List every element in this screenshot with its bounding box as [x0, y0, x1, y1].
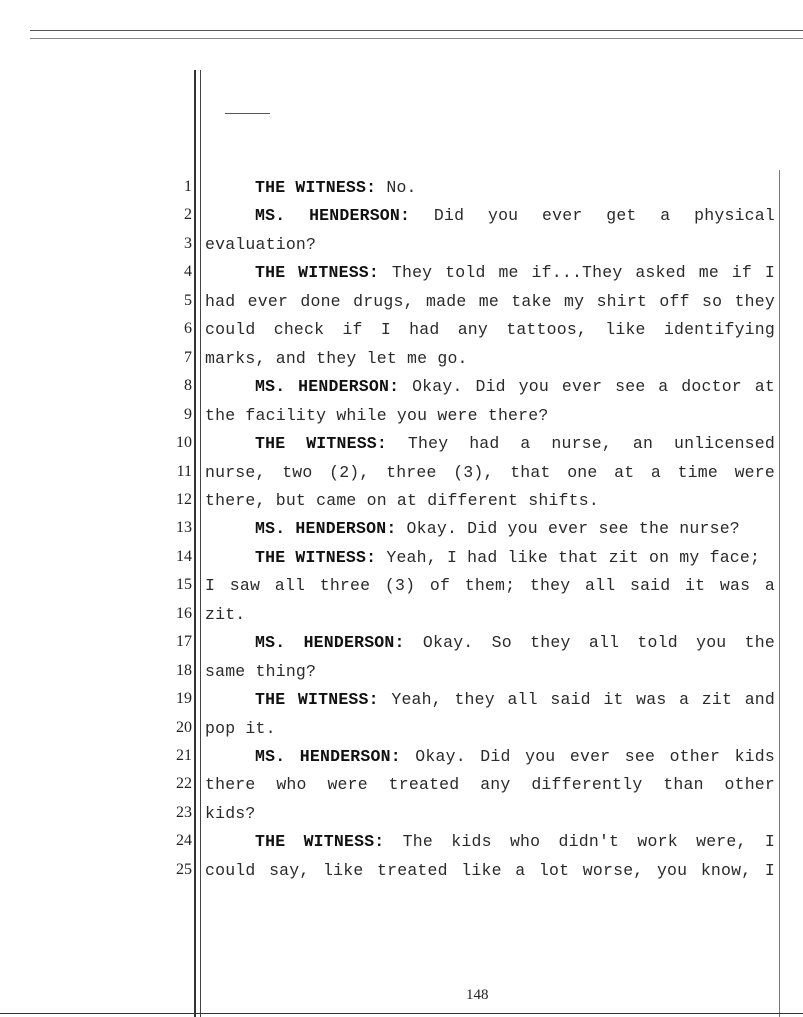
header-rule — [30, 30, 803, 31]
line-text — [205, 832, 775, 851]
line-text — [205, 406, 775, 425]
line-text — [205, 235, 775, 254]
transcript-line — [0, 292, 803, 320]
spoken-text: Okay. Did you ever see the nurse? — [396, 519, 740, 539]
line-text — [205, 377, 775, 396]
line-text — [205, 719, 775, 738]
speaker-label: MS. HENDERSON: — [255, 747, 401, 766]
transcript-line — [0, 719, 803, 747]
spoken-text: there, but came on at different shifts. — [205, 490, 599, 510]
speaker-label: MS. HENDERSON: — [255, 206, 411, 226]
transcript-line — [0, 377, 803, 405]
line-number: 10 — [176, 434, 192, 452]
line-number: 7 — [184, 348, 192, 366]
page-number: 148 — [466, 987, 489, 1003]
spoken-text: zit. — [205, 604, 246, 624]
line-text — [205, 434, 775, 453]
spoken-text: They told me if...They asked me if I — [379, 263, 775, 283]
spoken-text: same thing? — [205, 661, 317, 681]
transcript-line — [0, 519, 803, 547]
transcript-line — [0, 605, 803, 633]
transcript-line — [0, 690, 803, 718]
line-number: 20 — [176, 718, 192, 736]
line-text — [205, 662, 775, 681]
spoken-text: marks, and they let me go. — [205, 348, 468, 368]
line-text — [205, 292, 775, 311]
line-text — [205, 861, 775, 880]
spoken-text: pop it. — [205, 718, 276, 738]
line-number: 2 — [184, 206, 192, 224]
line-text — [205, 605, 775, 624]
spoken-text: I saw all three (3) of them; they all said it was a — [205, 576, 775, 596]
spoken-text: kids? — [205, 803, 256, 823]
line-text — [205, 519, 775, 538]
spoken-text: could say, like treated like a lot worse, you know, I — [205, 860, 775, 880]
speaker-label: THE WITNESS: — [255, 434, 388, 454]
line-number: 24 — [176, 832, 192, 850]
line-number: 3 — [184, 234, 192, 252]
line-number: 6 — [184, 320, 192, 338]
line-text — [205, 576, 775, 595]
line-number: 5 — [184, 291, 192, 309]
speaker-label: THE WITNESS: — [255, 832, 385, 852]
spoken-text: No. — [376, 178, 417, 197]
line-number: 9 — [184, 405, 192, 423]
line-text — [205, 349, 775, 368]
line-number: 19 — [176, 690, 192, 708]
spoken-text: The kids who didn't work were, I — [384, 832, 775, 852]
speaker-label: MS. HENDERSON: — [255, 377, 400, 397]
spoken-text: They had a nurse, an unlicensed — [387, 434, 775, 454]
transcript-line — [0, 633, 803, 661]
line-number: 16 — [176, 604, 192, 622]
transcript-line — [0, 576, 803, 604]
transcript-line — [0, 548, 803, 576]
spoken-text: the facility while you were there? — [205, 405, 549, 425]
line-text — [205, 263, 775, 282]
transcript-line — [0, 747, 803, 775]
line-number: 23 — [176, 803, 192, 821]
speaker-label: THE WITNESS: — [255, 178, 377, 197]
spoken-text: had ever done drugs, made me take my shirt off so they — [205, 291, 775, 311]
line-number: 14 — [176, 547, 192, 565]
line-text — [205, 804, 775, 823]
speaker-label: MS. HENDERSON: — [255, 633, 405, 653]
spoken-text: Yeah, they all said it was a zit and — [378, 690, 775, 710]
transcript-line — [0, 235, 803, 263]
transcript-line — [0, 491, 803, 519]
spoken-text: Okay. So they all told you the — [404, 633, 775, 653]
spoken-text: nurse, two (2), three (3), that one at a time were — [205, 462, 775, 482]
spoken-text: evaluation? — [205, 234, 317, 254]
header-rule-secondary — [30, 38, 803, 39]
line-text — [205, 775, 775, 794]
line-text — [205, 206, 775, 225]
transcript-line — [0, 775, 803, 803]
transcript-line — [0, 463, 803, 491]
spoken-text: Okay. Did you ever see other kids — [400, 747, 775, 766]
line-number: 8 — [184, 377, 192, 395]
line-text — [205, 747, 775, 766]
line-text — [205, 463, 775, 482]
scan-artifact-dash — [225, 113, 270, 114]
line-number: 13 — [176, 519, 192, 537]
spoken-text: Yeah, I had like that zit on my face; — [376, 547, 761, 567]
speaker-label: THE WITNESS: — [255, 690, 379, 710]
line-number: 18 — [176, 661, 192, 679]
line-number: 12 — [176, 490, 192, 508]
line-text — [205, 690, 775, 709]
transcript-line — [0, 832, 803, 860]
line-number: 17 — [176, 633, 192, 651]
transcript-line — [0, 861, 803, 889]
transcript-line — [0, 320, 803, 348]
line-text — [205, 548, 775, 567]
spoken-text: Did you ever get a physical — [410, 206, 775, 226]
transcript-line — [0, 206, 803, 234]
line-text — [205, 320, 775, 339]
line-number: 21 — [176, 747, 192, 764]
line-number: 4 — [184, 263, 192, 281]
line-number: 1 — [184, 178, 192, 195]
transcript-line — [0, 178, 803, 206]
speaker-label: THE WITNESS: — [255, 547, 377, 567]
speaker-label: MS. HENDERSON: — [255, 519, 397, 539]
transcript-line — [0, 804, 803, 832]
footer-rule — [0, 1013, 803, 1014]
line-text — [205, 178, 775, 197]
transcript-line — [0, 349, 803, 377]
line-text — [205, 491, 775, 510]
line-text — [205, 633, 775, 652]
transcript-line — [0, 662, 803, 690]
line-number: 11 — [176, 462, 192, 480]
line-number: 25 — [176, 860, 192, 878]
transcript-line — [0, 434, 803, 462]
transcript-line — [0, 406, 803, 434]
line-number: 15 — [176, 576, 192, 594]
line-number: 22 — [176, 775, 192, 793]
spoken-text: there who were treated any differently than other — [205, 775, 775, 795]
speaker-label: THE WITNESS: — [255, 263, 379, 283]
transcript-line — [0, 263, 803, 291]
spoken-text: Okay. Did you ever see a doctor at — [399, 377, 775, 397]
spoken-text: could check if I had any tattoos, like identifying — [205, 320, 775, 340]
